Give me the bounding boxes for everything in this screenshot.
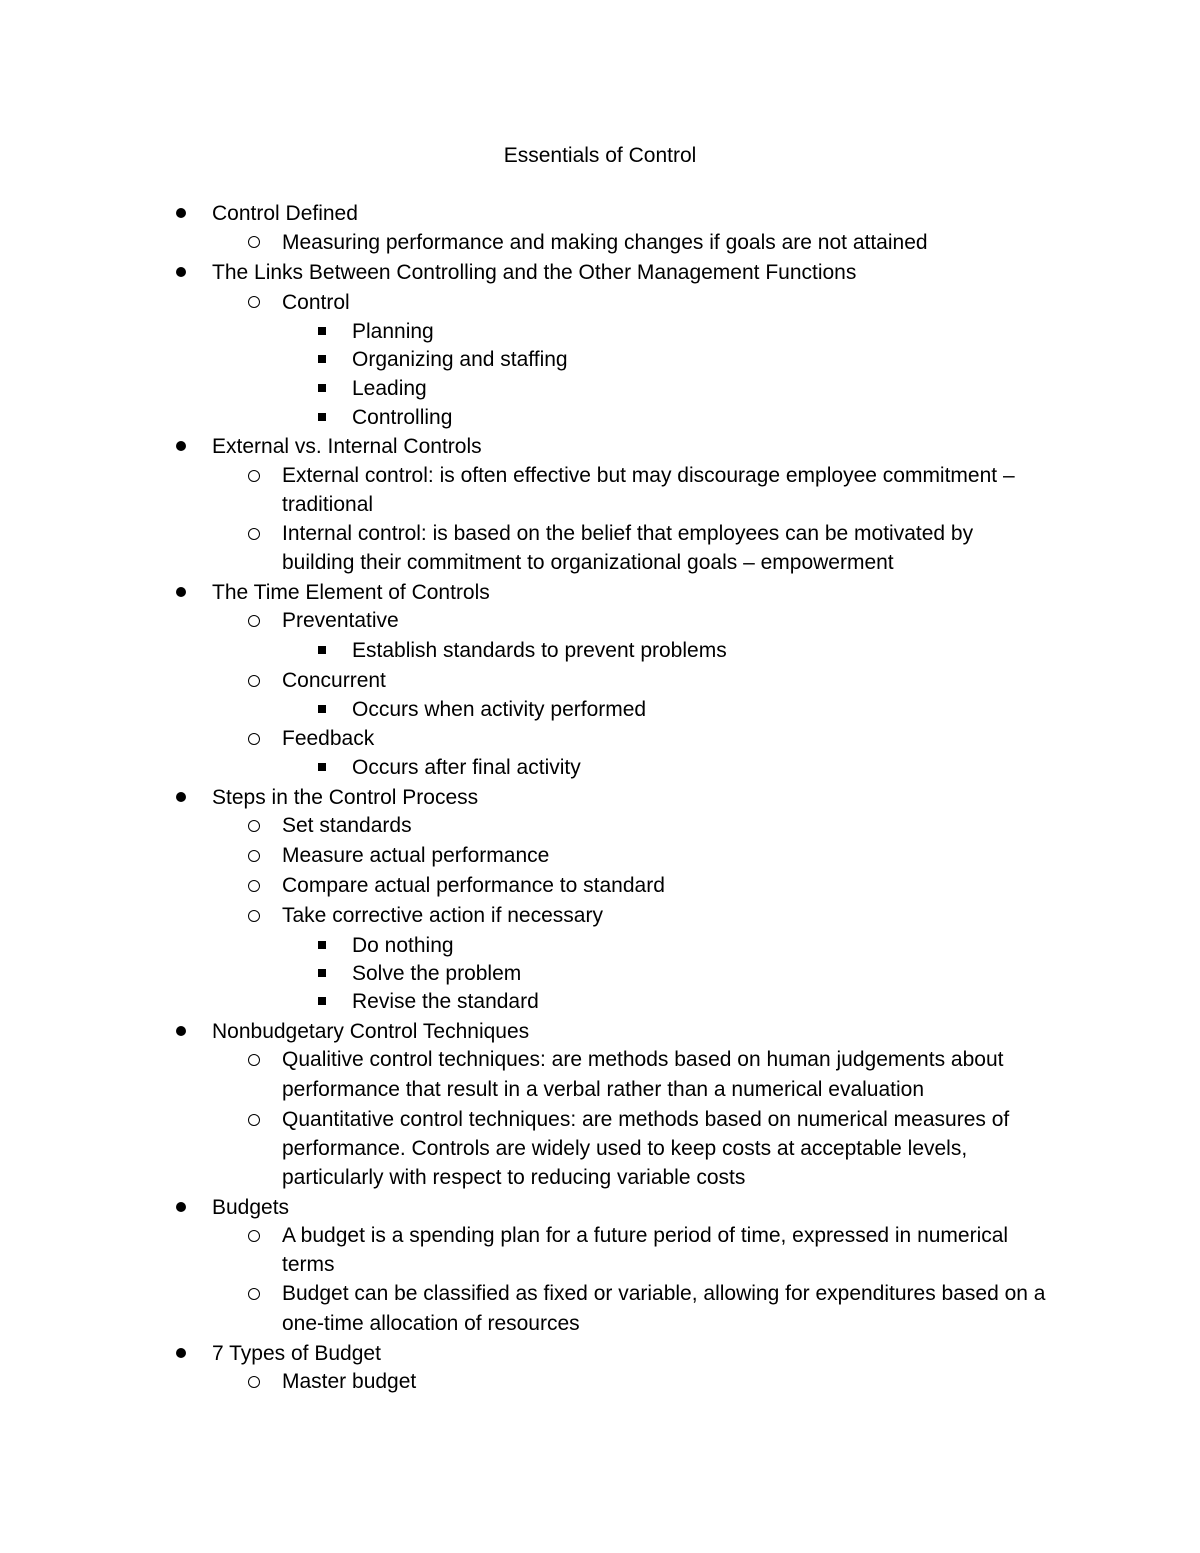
sub-item: Control xyxy=(282,291,350,314)
circle-bullet-icon xyxy=(248,880,260,892)
square-bullet-icon xyxy=(318,384,326,392)
circle-bullet-icon xyxy=(248,236,260,248)
sub-item: Budget can be classified as fixed or variable, allowing for expenditures based on a xyxy=(282,1282,1046,1305)
sub-sub-item: Solve the problem xyxy=(352,962,522,985)
sub-sub-item: Controlling xyxy=(352,406,453,429)
circle-bullet-icon xyxy=(248,296,260,308)
sub-sub-item: Organizing and staffing xyxy=(352,348,568,371)
circle-bullet-icon xyxy=(248,910,260,922)
bullet-icon xyxy=(176,1026,186,1036)
sub-item: Quantitative control techniques: are methods based on numerical measures of xyxy=(282,1108,1010,1131)
sub-item: A budget is a spending plan for a future period of time, expressed in numerical xyxy=(282,1224,1009,1247)
circle-bullet-icon xyxy=(248,1230,260,1242)
sub-item: Concurrent xyxy=(282,669,386,692)
sub-sub-item: Leading xyxy=(352,377,427,400)
bullet-item-types-of-budget: 7 Types of Budget xyxy=(212,1342,381,1365)
sub-sub-item: Establish standards to prevent problems xyxy=(352,639,727,662)
bullet-item-links: The Links Between Controlling and the Other Management Functions xyxy=(212,261,857,284)
sub-item: Compare actual performance to standard xyxy=(282,874,665,897)
square-bullet-icon xyxy=(318,763,326,771)
bullet-item-time-element: The Time Element of Controls xyxy=(212,581,490,604)
sub-item-continuation: building their commitment to organizational goals – empowerment xyxy=(282,551,894,574)
sub-sub-item: Occurs after final activity xyxy=(352,756,581,779)
sub-item: Internal control: is based on the belief that employees can be motivated by xyxy=(282,522,974,545)
circle-bullet-icon xyxy=(248,820,260,832)
bullet-icon xyxy=(176,267,186,277)
sub-item-continuation: one-time allocation of resources xyxy=(282,1312,580,1335)
square-bullet-icon xyxy=(318,413,326,421)
sub-item-continuation: terms xyxy=(282,1253,335,1276)
sub-item: Set standards xyxy=(282,814,412,837)
bullet-item-budgets: Budgets xyxy=(212,1196,290,1219)
square-bullet-icon xyxy=(318,941,326,949)
document-title: Essentials of Control xyxy=(503,144,697,167)
sub-item: Measuring performance and making changes if goals are not attained xyxy=(282,231,928,254)
square-bullet-icon xyxy=(318,997,326,1005)
square-bullet-icon xyxy=(318,969,326,977)
bullet-icon xyxy=(176,208,186,218)
square-bullet-icon xyxy=(318,705,326,713)
circle-bullet-icon xyxy=(248,528,260,540)
circle-bullet-icon xyxy=(248,1376,260,1388)
bullet-icon xyxy=(176,441,186,451)
bullet-item-nonbudgetary: Nonbudgetary Control Techniques xyxy=(212,1020,530,1043)
circle-bullet-icon xyxy=(248,470,260,482)
sub-item-continuation: particularly with respect to reducing variable costs xyxy=(282,1166,746,1189)
circle-bullet-icon xyxy=(248,850,260,862)
sub-item-continuation: performance that result in a verbal rather than a numerical evaluation xyxy=(282,1078,925,1101)
sub-item: External control: is often effective but may discourage employee commitment – xyxy=(282,464,1015,487)
sub-item-continuation: traditional xyxy=(282,493,374,516)
bullet-item-control-defined: Control Defined xyxy=(212,202,358,225)
circle-bullet-icon xyxy=(248,1054,260,1066)
bullet-icon xyxy=(176,587,186,597)
sub-item-continuation: performance. Controls are widely used to keep costs at acceptable levels, xyxy=(282,1137,968,1160)
sub-item: Measure actual performance xyxy=(282,844,550,867)
circle-bullet-icon xyxy=(248,733,260,745)
bullet-item-external-internal: External vs. Internal Controls xyxy=(212,435,482,458)
sub-sub-item: Revise the standard xyxy=(352,990,539,1013)
square-bullet-icon xyxy=(318,646,326,654)
sub-item: Feedback xyxy=(282,727,375,750)
sub-sub-item: Planning xyxy=(352,320,434,343)
circle-bullet-icon xyxy=(248,1114,260,1126)
bullet-icon xyxy=(176,1348,186,1358)
square-bullet-icon xyxy=(318,355,326,363)
circle-bullet-icon xyxy=(248,675,260,687)
sub-sub-item: Occurs when activity performed xyxy=(352,698,647,721)
sub-item: Master budget xyxy=(282,1370,417,1393)
sub-sub-item: Do nothing xyxy=(352,934,454,957)
sub-item: Qualitive control techniques: are methods based on human judgements about xyxy=(282,1048,1004,1071)
circle-bullet-icon xyxy=(248,1288,260,1300)
bullet-item-steps: Steps in the Control Process xyxy=(212,786,479,809)
square-bullet-icon xyxy=(318,327,326,335)
bullet-icon xyxy=(176,1202,186,1212)
sub-item: Preventative xyxy=(282,609,399,632)
bullet-icon xyxy=(176,792,186,802)
circle-bullet-icon xyxy=(248,615,260,627)
sub-item: Take corrective action if necessary xyxy=(282,904,603,927)
